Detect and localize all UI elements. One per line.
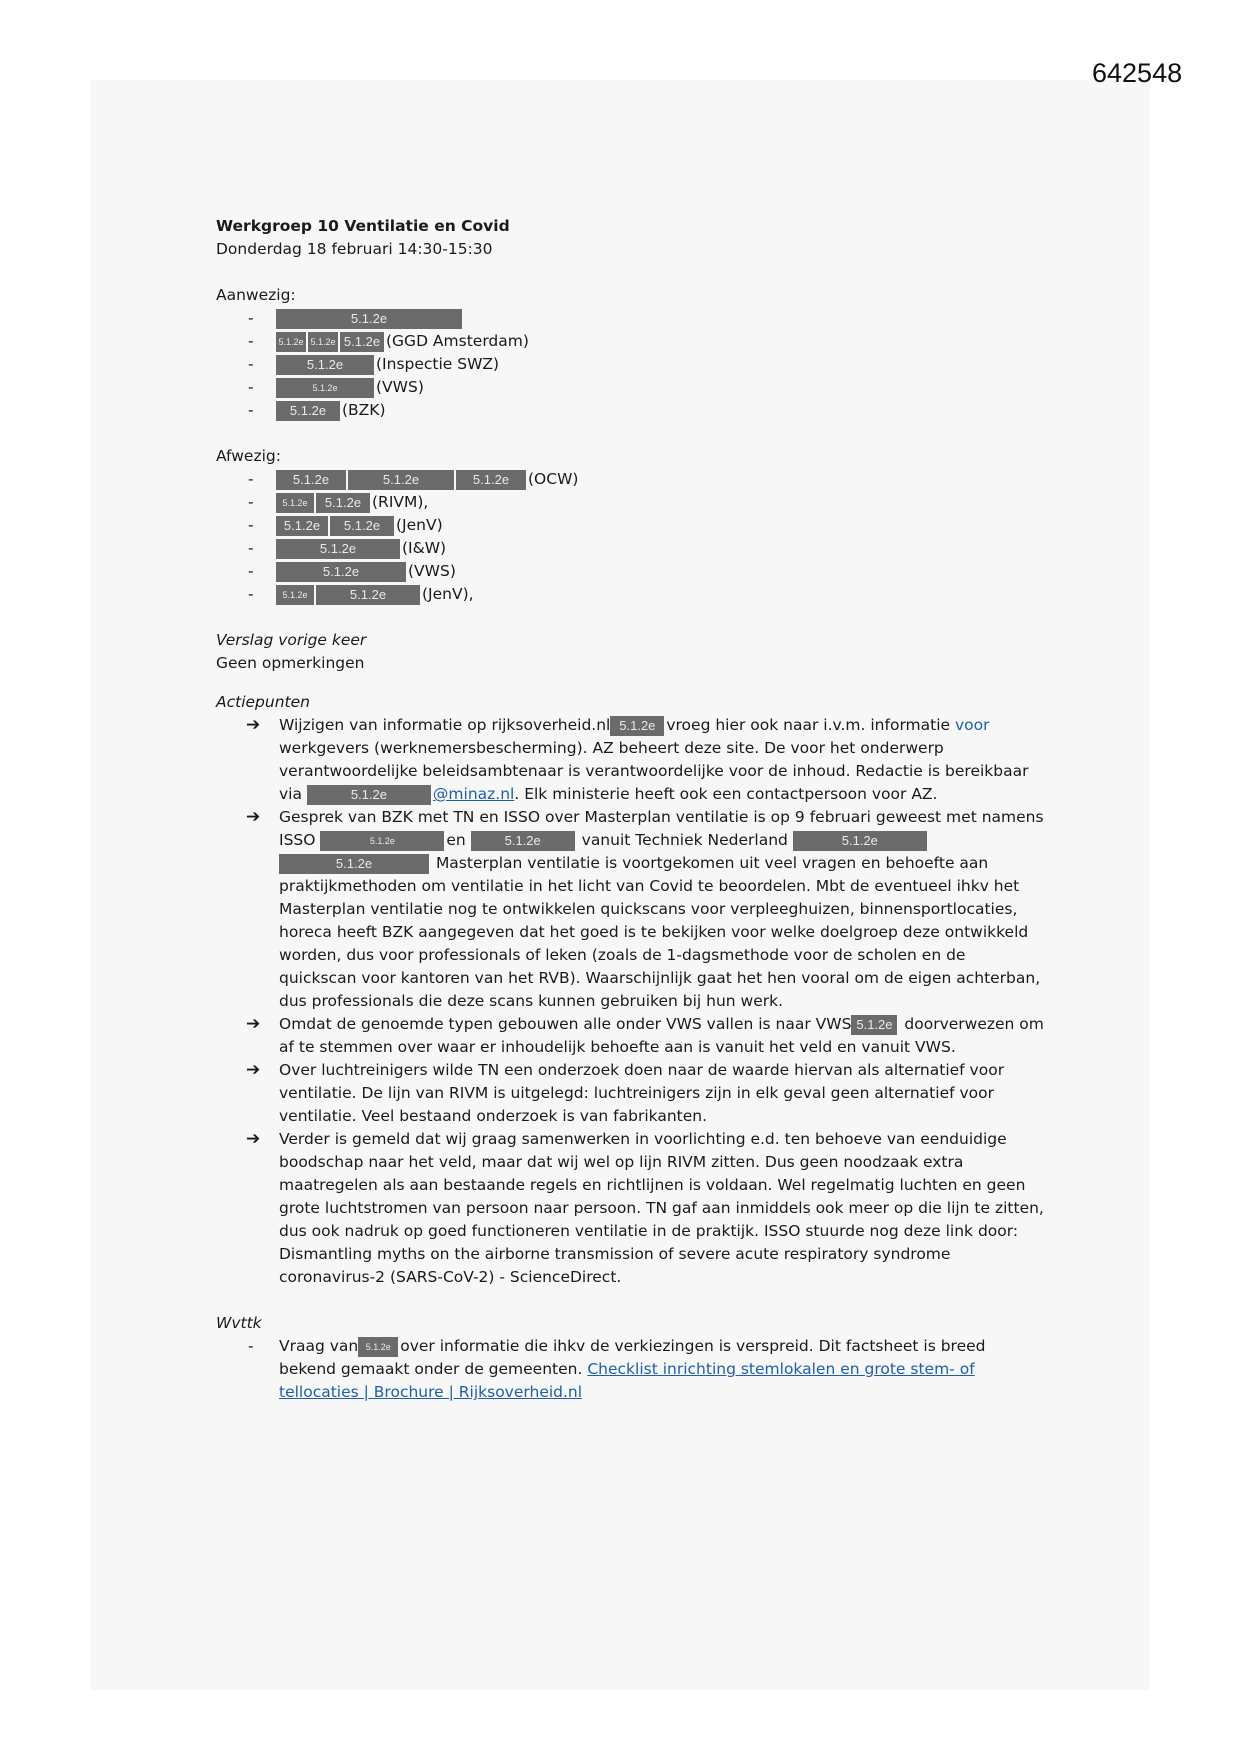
redaction-block: 5.1.2e — [276, 585, 314, 605]
action-item: ➔ Over luchtreinigers wilde TN een onderzoek doen naar de waarde hiervan als alternatief voor ventilatie. De lijn van RIVM is uitgelegd: luchtreinigers zijn in elk geval geen alternatief voor ventilatie. Veel bestaand onderzoek is van fabrikanten. — [246, 1060, 1005, 1125]
list-item: - 5.1.2e 5.1.2e (JenV), — [248, 585, 474, 603]
actiepunten-heading: Actiepunten — [216, 693, 310, 711]
list-item: - 5.1.2e (I&W) — [248, 539, 447, 557]
action-item: ➔ Wijzigen van informatie op rijksoverheid.nl 5.1.2e vroeg hier ook naar i.v.m. informatie voor werkgevers (werknemersbescherming). AZ beheert deze site. De voor het onderwerp verantwoordelijke beleidsambtenaar is verantwoordelijke voor de inhoud. Redactie is bereikbaar via 5.1.2e @minaz.nl. Elk ministerie heeft ook een contactpersoon voor AZ. — [246, 715, 1029, 803]
action-item: ➔ Gesprek van BZK met TN en ISSO over Masterplan ventilatie is op 9 februari geweest met namens ISSO 5.1.2e en 5.1.2e vanuit Techniek Nederland 5.1.2e 5.1.2e Masterplan ventilatie is voortgekomen uit veel vragen en behoefte aan praktijkmethoden om ventilatie in het licht van Covid te beoordelen. Mbt de eventueel ihkv het Masterplan ventilatie nog te ontwikkelen quickscans voor verpleeghuizen, binnensportlocaties, horeca heeft BZK aangegeven dat het goed is te bekijken voor welke doelgroep deze ontwikkeld worden, dus voor professionals of leken (zoals de 1-dagsmethode voor de scholen en de quickscan voor kantoren van het RVB). Waarschijnlijk gaat het hen vooral om de eigen achterban, dus professionals die deze scans kunnen gebruiken bij hun werk. — [246, 807, 1044, 1010]
verslag-text: Geen opmerkingen — [216, 654, 365, 672]
list-item: - 5.1.2e (VWS) — [248, 562, 456, 580]
redaction-block: 5.1.2e — [316, 585, 420, 605]
redaction-block: 5.1.2e — [276, 562, 406, 582]
aanwezig-list — [216, 307, 1046, 422]
redaction-block: 5.1.2e — [330, 516, 394, 536]
redaction-block: 5.1.2e — [793, 831, 927, 851]
aanwezig-label: Aanwezig: — [216, 286, 296, 304]
afwezig-list — [216, 468, 1046, 606]
redaction-block: 5.1.2e — [358, 1337, 398, 1357]
list-item: - 5.1.2e (VWS) — [248, 378, 424, 396]
redaction-block: 5.1.2e — [610, 716, 664, 736]
list-item: - 5.1.2e 5.1.2e (RIVM), — [248, 493, 429, 511]
list-item: - 5.1.2e 5.1.2e 5.1.2e (GGD Amsterdam) — [248, 332, 529, 350]
redaction-block: 5.1.2e — [851, 1015, 897, 1035]
redaction-block: 5.1.2e — [276, 309, 462, 329]
redaction-block: 5.1.2e — [307, 785, 431, 805]
redaction-block: 5.1.2e — [276, 493, 314, 513]
redaction-block: 5.1.2e — [456, 470, 526, 490]
redaction-block: 5.1.2e — [308, 332, 338, 352]
redaction-block: 5.1.2e — [276, 332, 306, 352]
redaction-block: 5.1.2e — [276, 401, 340, 421]
redaction-block: 5.1.2e — [316, 493, 370, 513]
wvttk-heading: Wvttk — [216, 1314, 262, 1332]
list-item: - 5.1.2e (BZK) — [248, 401, 386, 419]
redaction-block: 5.1.2e — [279, 854, 429, 874]
redaction-block: 5.1.2e — [320, 831, 444, 851]
redaction-block: 5.1.2e — [340, 332, 384, 352]
verslag-heading: Verslag vorige keer — [216, 631, 367, 649]
list-item: - 5.1.2e (Inspectie SWZ) — [248, 355, 500, 373]
redaction-block: 5.1.2e — [276, 378, 374, 398]
redaction-block: 5.1.2e — [348, 470, 454, 490]
actiepunten-list — [216, 714, 1046, 1289]
document-title: Werkgroep 10 Ventilatie en Covid — [216, 217, 510, 235]
redaction-block: 5.1.2e — [471, 831, 575, 851]
wvttk-list — [216, 1335, 1046, 1404]
afwezig-label: Afwezig: — [216, 447, 281, 465]
email-link[interactable]: @minaz.nl — [432, 785, 515, 803]
list-item: - 5.1.2e 5.1.2e (JenV) — [248, 516, 443, 534]
action-item: ➔ Verder is gemeld dat wij graag samenwerken in voorlichting e.d. ten behoeve van eenduidige boodschap naar het veld, maar dat wij wel op lijn RIVM zitten. Dus geen noodzaak extra maatregelen als aan bestaande regels en richtlijnen is voldaan. Wel regelmatig luchten en geen grote luchtstromen van persoon naar persoon. TN gaf aan inmiddels ook meer op die lijn te zitten, dus ook nadruk op goed functioneren ventilatie in de praktijk. ISSO stuurde nog deze link door: Dismantling myths on the airborne transmission of severe acute respiratory syndrome coronavirus-2 (SARS-CoV-2) - ScienceDirect. — [246, 1129, 1044, 1286]
redaction-block: 5.1.2e — [276, 355, 374, 375]
list-item: - Vraag van 5.1.2e over informatie die ihkv de verkiezingen is verspreid. Dit factsheet is breed bekend gemaakt onder de gemeenten. Checklist inrichting stemlokalen en grote stem- of tellocaties | Brochure | Rijksoverheid.nl — [248, 1337, 986, 1401]
document-body — [216, 215, 1046, 1404]
checklist-link[interactable]: Checklist inrichting stemlokalen en grote stem- of tellocaties | Brochure | Rijksoverheid.nl — [279, 1360, 975, 1401]
redaction-block: 5.1.2e — [276, 539, 400, 559]
meeting-date: Donderdag 18 februari 14:30-15:30 — [216, 240, 493, 258]
document-number: 642548 — [1092, 58, 1183, 88]
list-item: - 5.1.2e — [216, 307, 1046, 330]
redaction-block: 5.1.2e — [276, 516, 328, 536]
redaction-block: 5.1.2e — [276, 470, 346, 490]
list-item: - 5.1.2e 5.1.2e 5.1.2e (OCW) — [248, 470, 579, 488]
action-item: ➔ Omdat de genoemde typen gebouwen alle onder VWS vallen is naar VWS 5.1.2e doorverwezen om af te stemmen over waar er inhoudelijk behoefte aan is vanuit het veld en vanuit VWS. — [246, 1014, 1044, 1056]
